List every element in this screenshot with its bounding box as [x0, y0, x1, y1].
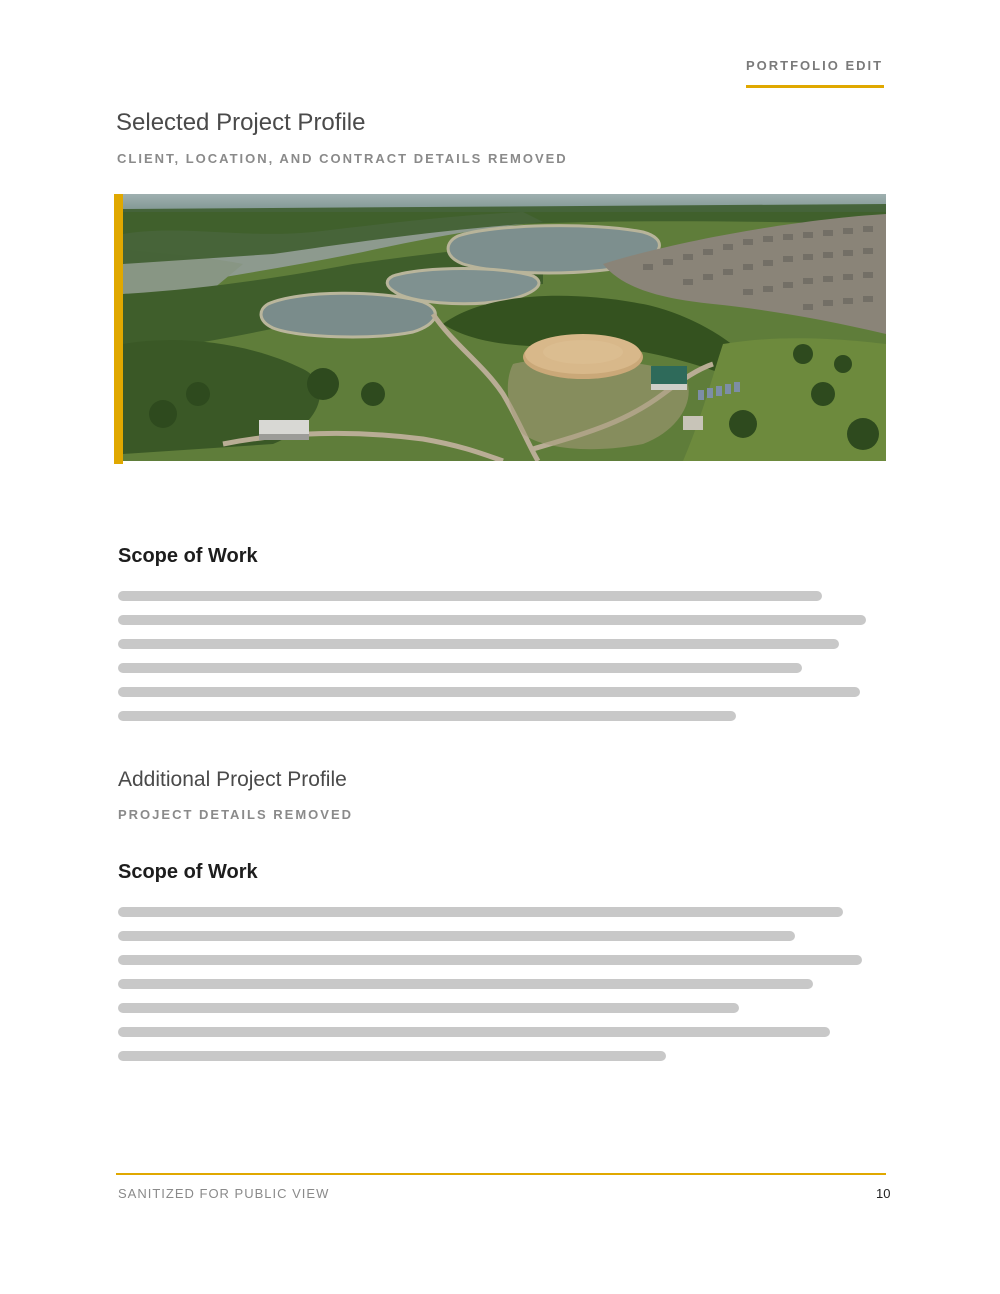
page-number: 10: [876, 1186, 891, 1201]
section-subtitle: PROJECT DETAILS REMOVED: [118, 807, 354, 822]
redaction-line: [118, 1003, 739, 1013]
redaction-line: [118, 907, 843, 917]
project-aerial-photo: [114, 194, 886, 464]
aerial-image: [123, 194, 886, 461]
scope-of-work-heading: Scope of Work: [118, 861, 258, 883]
redaction-line: [118, 1051, 666, 1061]
redaction-line: [118, 931, 795, 941]
footer-divider: [116, 1173, 886, 1175]
redaction-line: [118, 979, 813, 989]
redaction-line: [118, 663, 802, 673]
redaction-line: [118, 687, 860, 697]
redaction-line: [118, 1027, 830, 1037]
page-title: Selected Project Profile: [116, 109, 366, 136]
redaction-line: [118, 615, 866, 625]
redaction-line: [118, 955, 862, 965]
redaction-line: [118, 591, 822, 601]
redaction-line: [118, 639, 839, 649]
portfolio-edit-label: PORTFOLIO EDIT: [746, 58, 884, 88]
footer-notice: SANITIZED FOR PUBLIC VIEW: [118, 1186, 330, 1201]
photo-accent-bar: [114, 194, 123, 464]
section-title: Additional Project Profile: [118, 768, 347, 791]
redaction-line: [118, 711, 736, 721]
page-subtitle: CLIENT, LOCATION, AND CONTRACT DETAILS REMOVED: [117, 151, 568, 166]
scope-of-work-heading: Scope of Work: [118, 545, 258, 567]
